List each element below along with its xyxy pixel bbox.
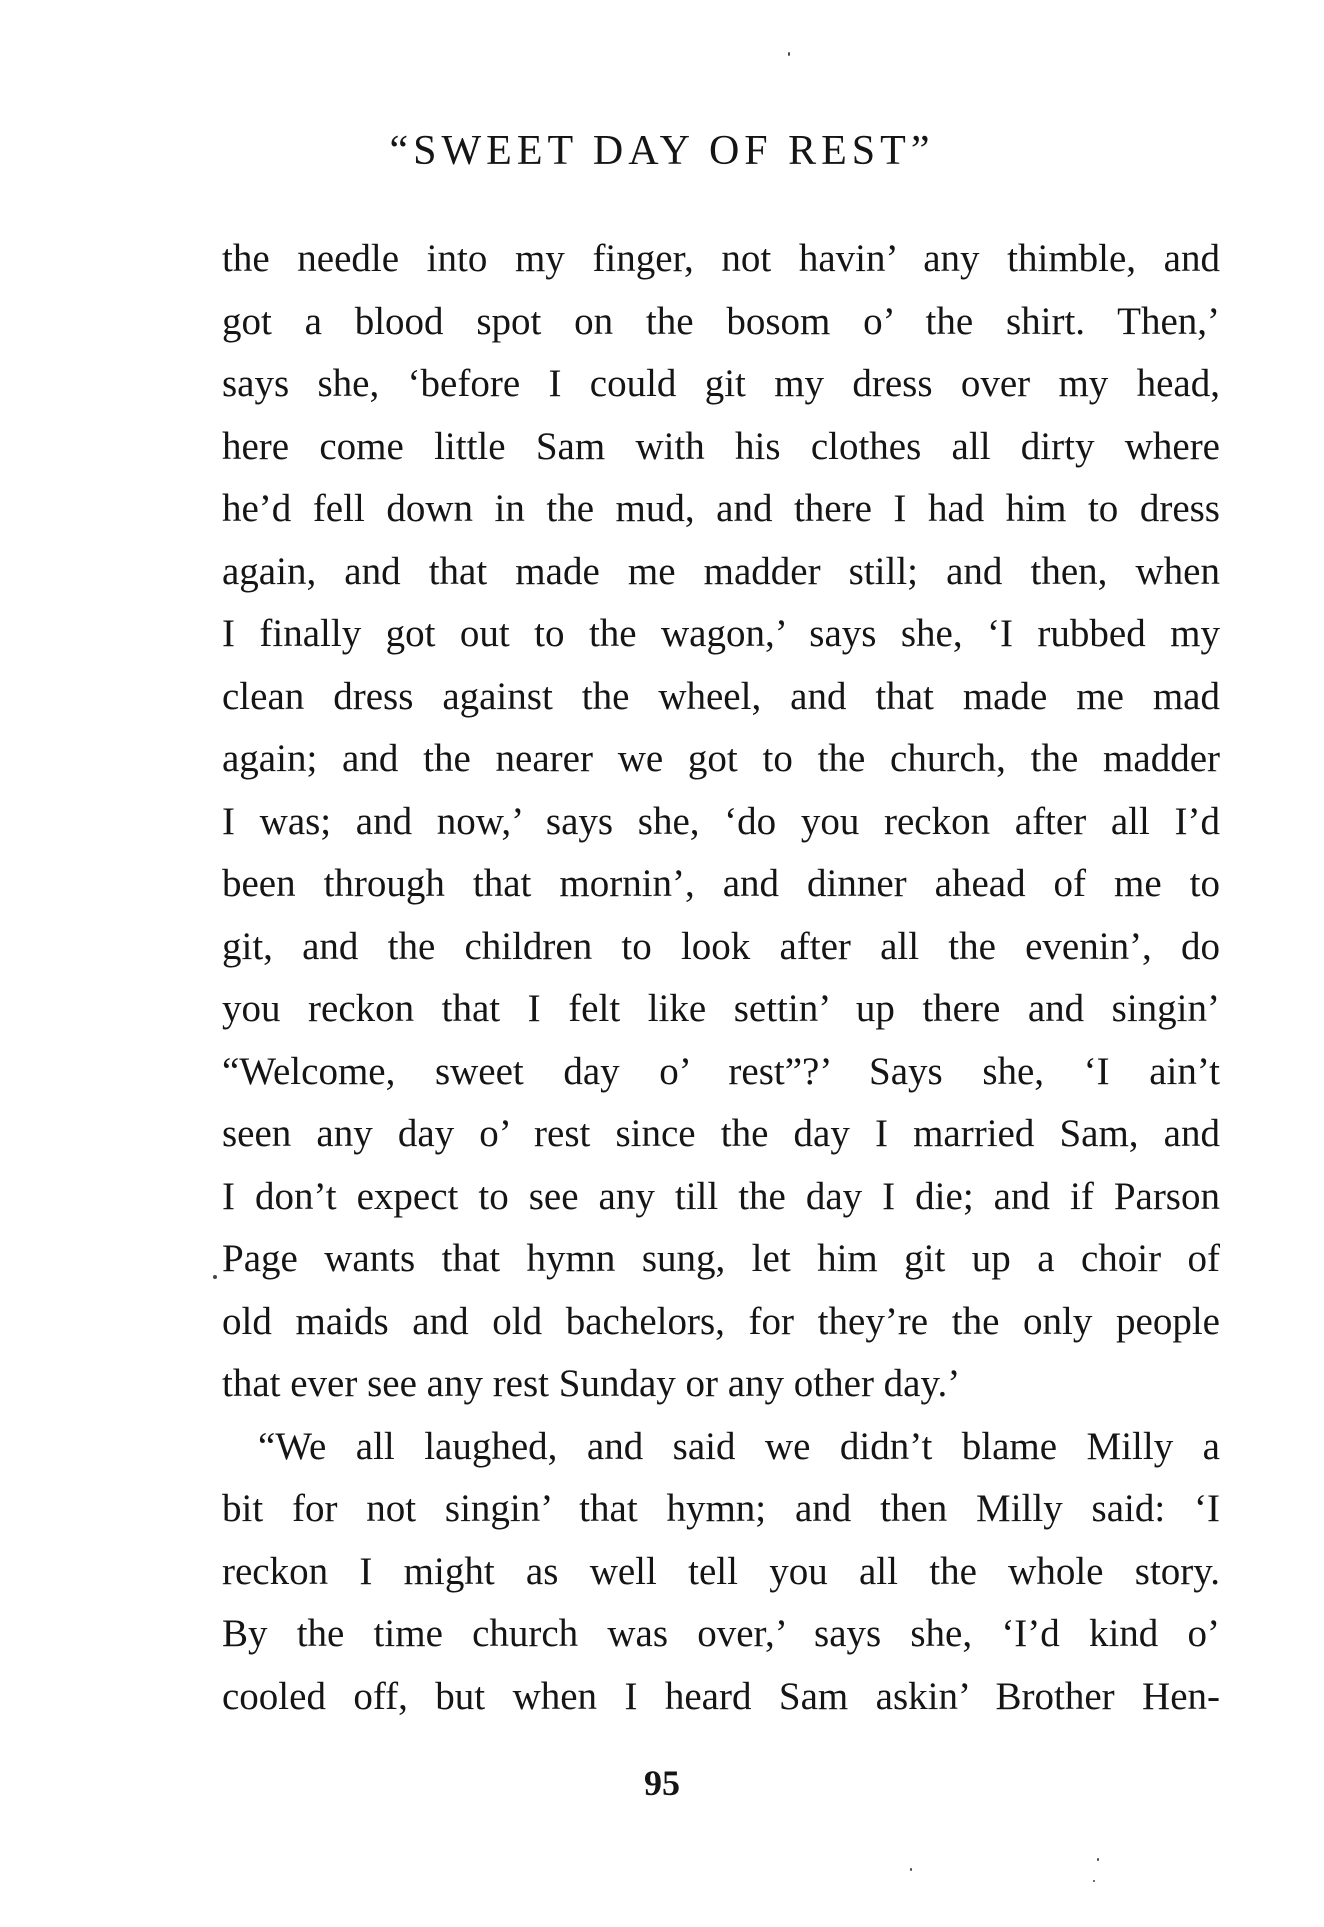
text-line: got a blood spot on the bosom o’ the shirt. Then,’ xyxy=(222,299,1220,343)
text-line: I was; and now,’ says she, ‘do you reckon after all I’d xyxy=(222,799,1220,843)
paper-speck xyxy=(1097,1858,1099,1861)
text-line: seen any day o’ rest since the day I married Sam, and xyxy=(222,1112,1220,1155)
text-line: bit for not singin’ that hymn; and then Milly said: ‘I xyxy=(222,1487,1220,1530)
text-line: again, and that made me madder still; and then, when xyxy=(222,549,1220,593)
text-line: that ever see any rest Sunday or any other day.’ xyxy=(222,1362,961,1405)
paragraph-start-line: “We all laughed, and said we didn’t blame Milly a xyxy=(258,1424,1220,1468)
text-line: “Welcome, sweet day o’ rest”?’ Says she, ‘I ain’t xyxy=(222,1049,1220,1093)
text-line: Page wants that hymn sung, let him git up a choir of xyxy=(222,1237,1220,1280)
text-line: you reckon that I felt like settin’ up there and singin’ xyxy=(222,987,1220,1030)
text-line: he’d fell down in the mud, and there I had him to dress xyxy=(222,487,1220,530)
text-line: I don’t expect to see any till the day I die; and if Parson xyxy=(222,1174,1220,1218)
paper-speck xyxy=(788,52,790,56)
text-line: I finally got out to the wagon,’ says she, ‘I rubbed my xyxy=(222,612,1220,655)
paper-speck xyxy=(1093,1880,1095,1882)
paper-speck xyxy=(910,1868,912,1871)
text-line: again; and the nearer we got to the church, the madder xyxy=(222,737,1220,780)
text-line: git, and the children to look after all the evenin’, do xyxy=(222,924,1220,968)
text-line: By the time church was over,’ says she, ‘I’d kind o’ xyxy=(222,1612,1220,1655)
text-line: reckon I might as well tell you all the whole story. xyxy=(222,1549,1220,1593)
running-head: “SWEET DAY OF REST” xyxy=(389,128,935,174)
body-text xyxy=(222,228,1220,1728)
text-line: here come little Sam with his clothes all dirty where xyxy=(222,424,1220,468)
page-number: 95 xyxy=(644,1763,680,1803)
text-line: been through that mornin’, and dinner ahead of me to xyxy=(222,862,1220,905)
text-line: cooled off, but when I heard Sam askin’ Brother Hen- xyxy=(222,1674,1220,1718)
text-line: the needle into my finger, not havin’ any thimble, and xyxy=(222,237,1220,280)
text-line: clean dress against the wheel, and that made me mad xyxy=(222,674,1220,718)
paper-speck xyxy=(213,1275,217,1279)
text-line: says she, ‘before I could git my dress over my head, xyxy=(222,362,1220,405)
text-line: old maids and old bachelors, for they’re the only people xyxy=(222,1299,1220,1343)
